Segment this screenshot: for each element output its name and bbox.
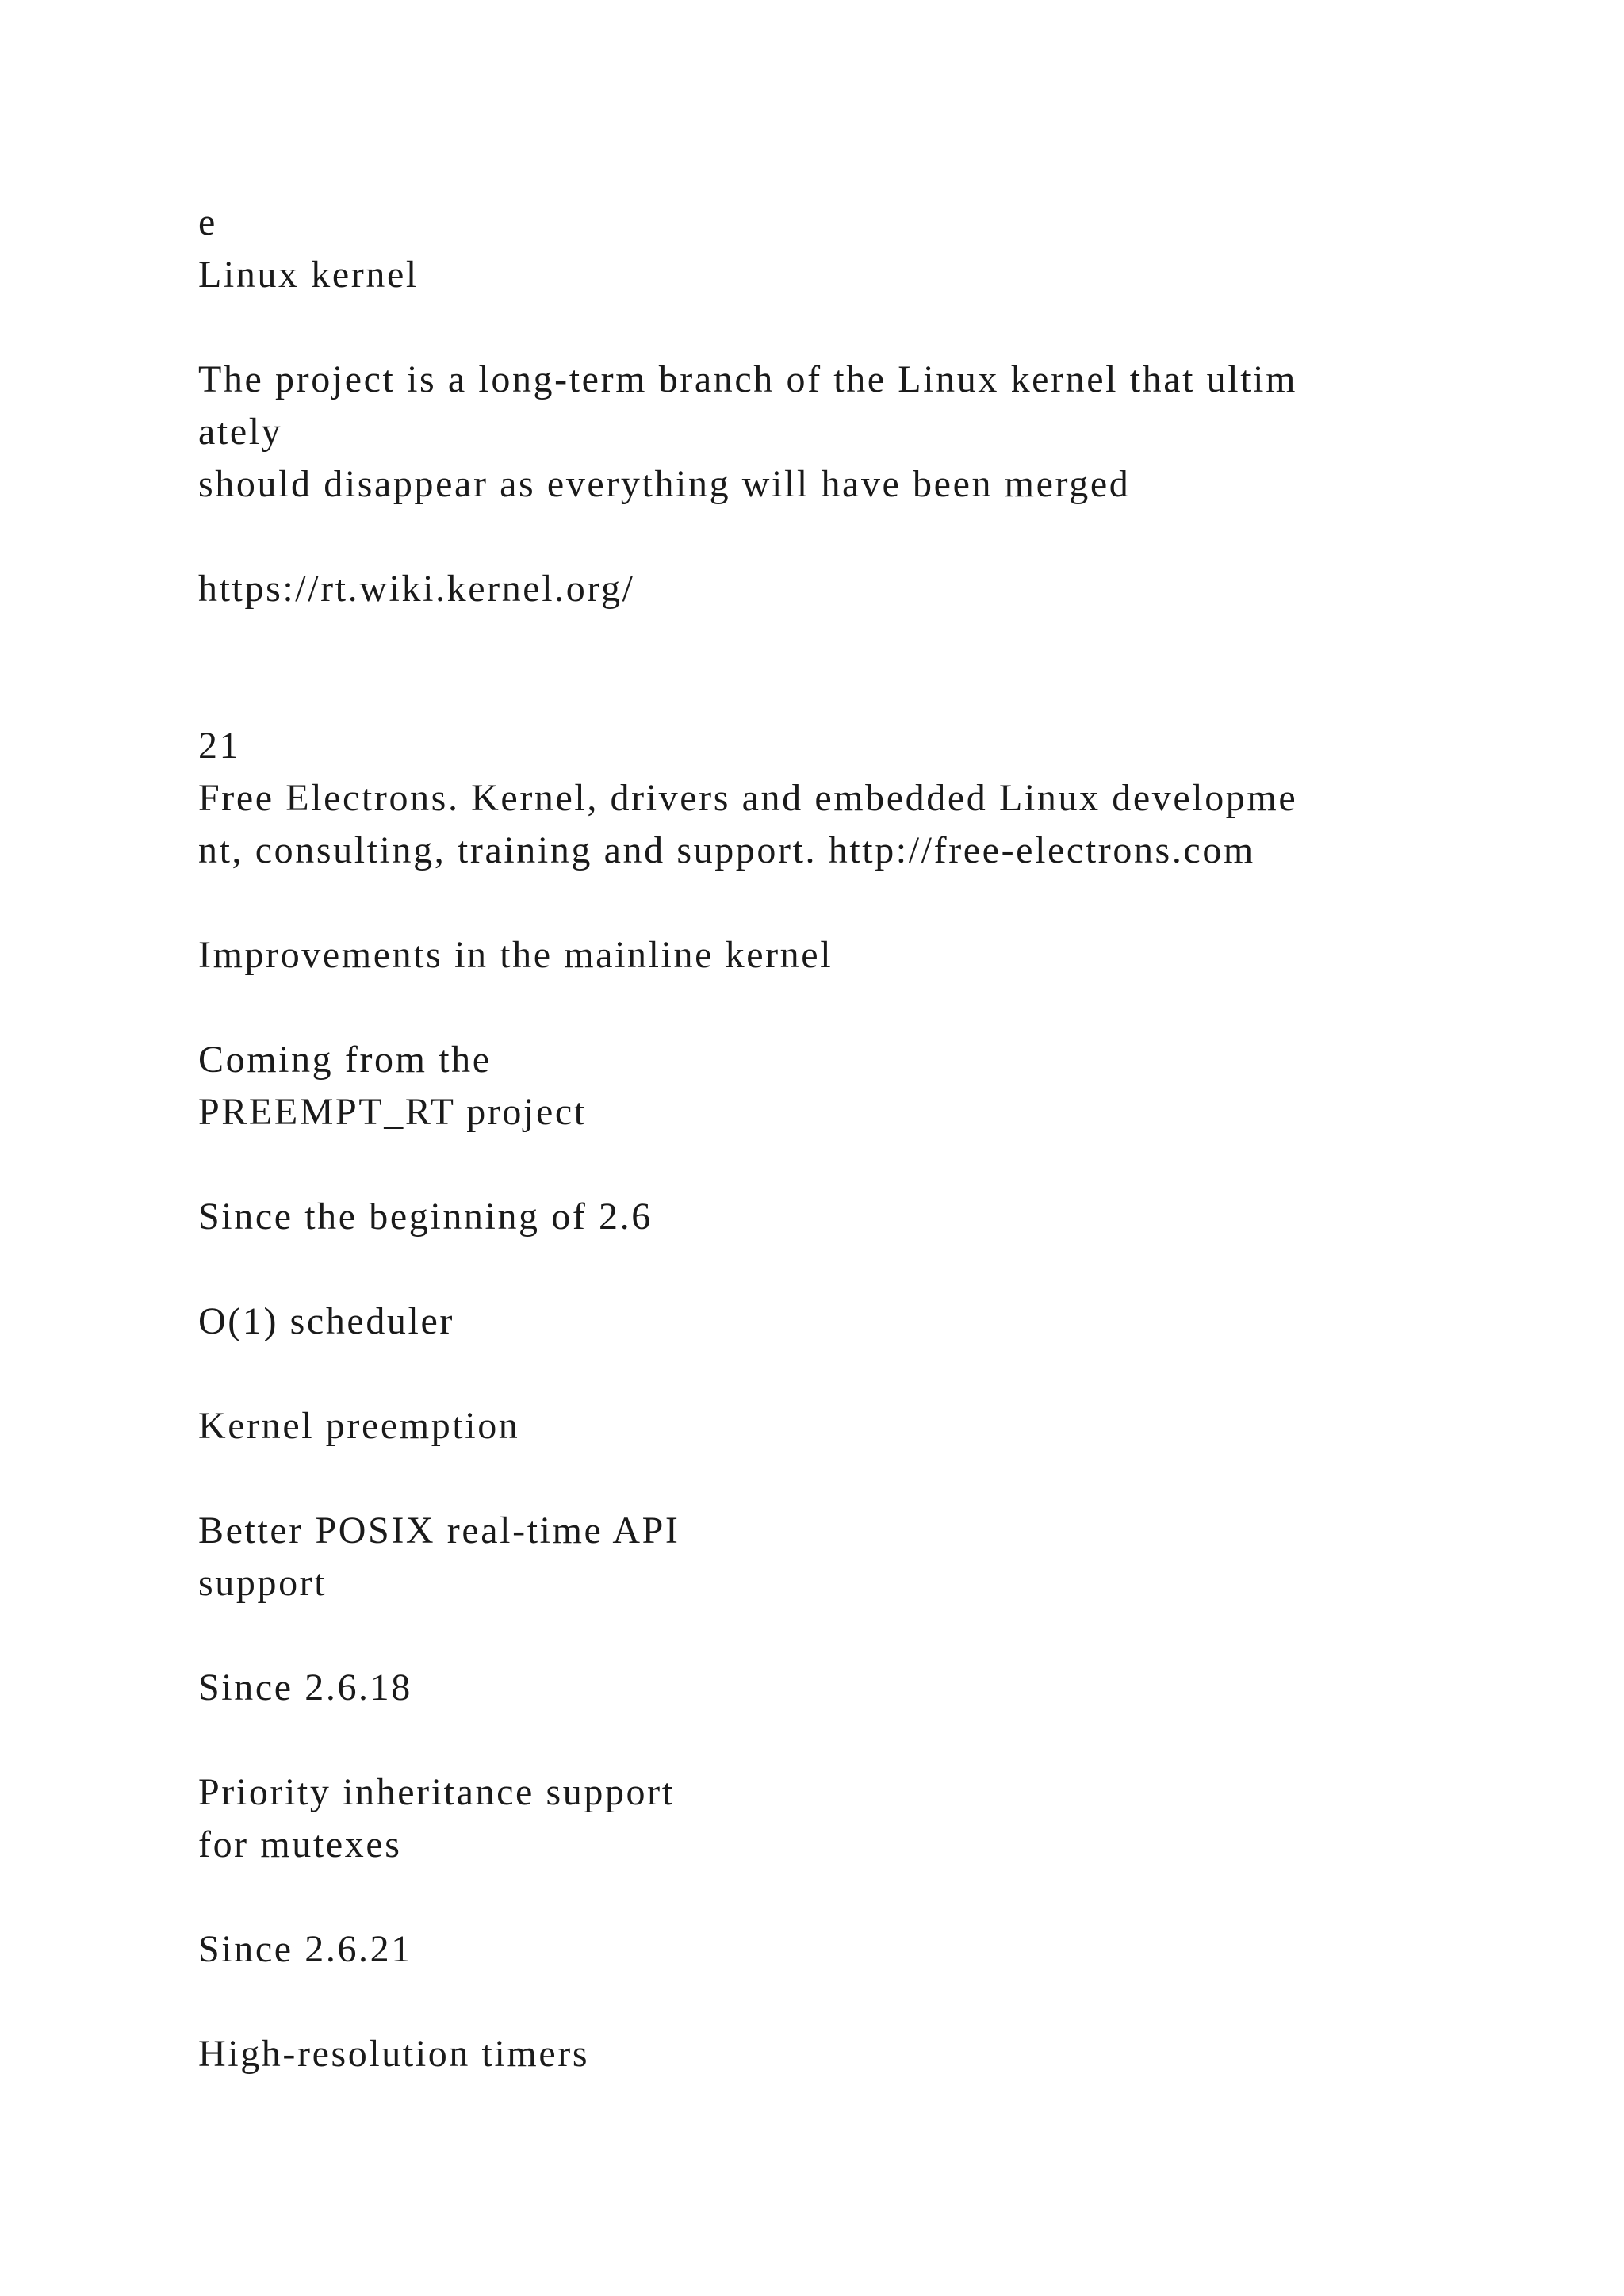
list-item: Priority inheritance support: [198, 1771, 675, 1813]
page-number: 21: [198, 725, 241, 767]
text-line: should disappear as everything will have been merged: [198, 463, 1131, 505]
list-item: Better POSIX real-time API: [198, 1510, 680, 1552]
url-text: https://rt.wiki.kernel.org/: [198, 568, 635, 610]
document-page: [198, 197, 1546, 2080]
text-line: PREEMPT_RT project: [198, 1091, 587, 1133]
footer-text: Free Electrons. Kernel, drivers and embedded Linux developme: [198, 777, 1298, 819]
section-heading: Linux kernel: [198, 254, 419, 296]
text-line: ately: [198, 411, 283, 453]
list-item: for mutexes: [198, 1823, 402, 1866]
text-line: Coming from the: [198, 1039, 492, 1081]
text-line: Since 2.6.18: [198, 1667, 412, 1709]
list-item: Kernel preemption: [198, 1405, 520, 1447]
text-line: Since the beginning of 2.6: [198, 1196, 653, 1238]
list-item: O(1) scheduler: [198, 1300, 454, 1342]
footer-text: nt, consulting, training and support. http://free-electrons.com: [198, 829, 1255, 871]
list-item: support: [198, 1562, 327, 1604]
list-item: High-resolution timers: [198, 2033, 590, 2075]
text-line: The project is a long-term branch of the Linux kernel that ultim: [198, 358, 1298, 400]
text-line: e: [198, 201, 217, 243]
section-heading: Improvements in the mainline kernel: [198, 934, 833, 976]
text-line: Since 2.6.21: [198, 1928, 412, 1970]
